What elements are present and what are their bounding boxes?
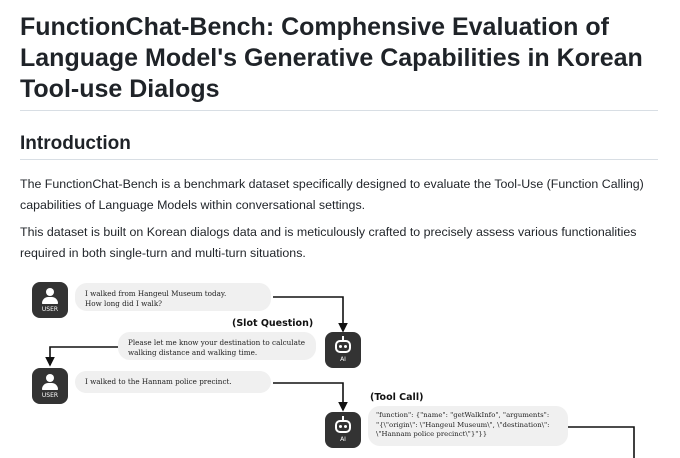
section-divider [20, 159, 658, 160]
ai-message-bubble: Please let me know your destination to calculate walking distance and walking time. [118, 332, 316, 360]
title-divider [20, 110, 658, 111]
user-label: USER [41, 392, 59, 399]
ai-label: AI [340, 436, 346, 443]
ai-avatar [325, 412, 361, 448]
robot-icon [335, 420, 351, 433]
robot-icon [335, 340, 351, 353]
ai-label: AI [340, 356, 346, 363]
page-title: FunctionChat-Bench: Comphensive Evaluation of Language Model's Generative Capabilities in Korean Tool-use Dialogs [20, 13, 643, 103]
introduction-heading: Introduction [20, 133, 131, 154]
ai-avatar [325, 332, 361, 368]
user-avatar [32, 282, 68, 318]
user-avatar [32, 368, 68, 404]
dialog-example-figure [20, 270, 660, 458]
user-label: USER [41, 306, 59, 313]
user-message-bubble: I walked to the Hannam police precinct. [75, 371, 271, 393]
tool-call-bubble: "function": {"name": "getWalkInfo", "arguments": "{\"origin\": \"Hangeul Museum\", \"destination\": \"Hannam police precinct\"}"}} [368, 406, 568, 446]
intro-paragraph-1: The FunctionChat-Bench is a benchmark dataset specifically designed to evaluate the Tool-Use (Function Calling) capabilities of Language Models within conversational settings. [20, 177, 644, 212]
user-icon [46, 288, 54, 296]
user-message-bubble: I walked from Hangeul Museum today. How long did I walk? [75, 283, 271, 311]
tool-call-tag: (Tool Call) [370, 392, 424, 403]
user-icon [46, 374, 54, 382]
intro-paragraph-2: This dataset is built on Korean dialogs data and is meticulously crafted to precisely assess various functionalities required in both single-turn and multi-turn situations. [20, 225, 637, 260]
slot-question-tag: (Slot Question) [232, 318, 314, 329]
